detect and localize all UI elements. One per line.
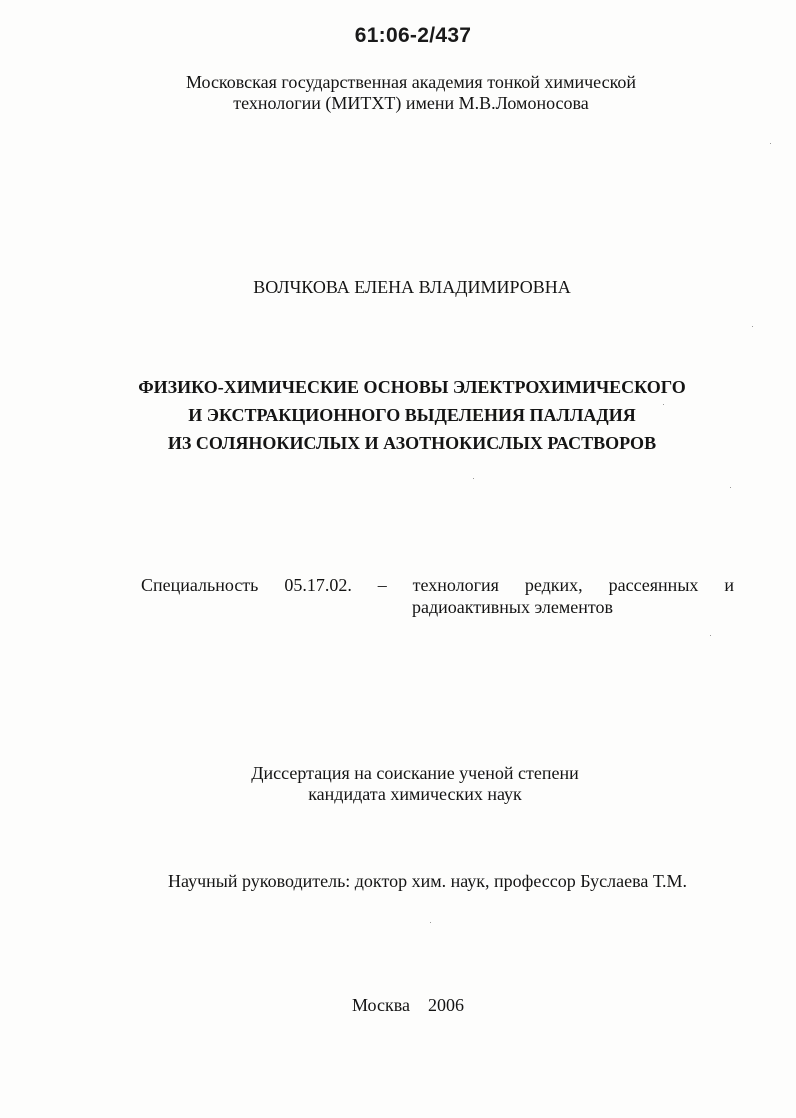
title-line-3: ИЗ СОЛЯНОКИСЛЫХ И АЗОТНОКИСЛЫХ РАСТВОРОВ (167, 433, 657, 453)
degree-statement (0, 763, 796, 805)
specialty-block (141, 574, 734, 618)
institution-name (0, 72, 796, 114)
city: Москва (352, 995, 410, 1015)
scan-speck (430, 922, 431, 923)
specialty-word: и (724, 575, 734, 595)
specialty-word: рассеянных (608, 575, 699, 595)
scan-speck (663, 404, 664, 405)
year: 2006 (428, 995, 464, 1015)
author-name-text: ВОЛЧКОВА ЕЛЕНА ВЛАДИМИРОВНА (253, 277, 571, 297)
archive-stamp-text: 61:06-2/437 (354, 24, 472, 47)
archive-stamp (0, 24, 796, 48)
dissertation-title (0, 373, 796, 457)
scientific-advisor: Научный руководитель: доктор хим. наук, профессор Буслаева Т.М. (168, 871, 688, 891)
specialty-line-1 (141, 574, 734, 596)
scan-speck (752, 326, 753, 327)
institution-line-2: технологии (МИТХТ) имени М.В.Ломоносова (233, 93, 589, 113)
scan-speck (770, 143, 771, 144)
author-name (0, 277, 796, 298)
scan-speck (710, 635, 711, 636)
title-line-1: ФИЗИКО-ХИМИЧЕСКИЕ ОСНОВЫ ЭЛЕКТРОХИМИЧЕСКОГО (138, 377, 686, 397)
specialty-word: технология (412, 575, 499, 595)
place-and-year (352, 995, 464, 1016)
scan-speck (473, 478, 474, 479)
specialty-line-2: радиоактивных элементов (412, 597, 614, 617)
institution-line-1: Московская государственная академия тонкой химической (185, 72, 637, 92)
specialty-word: редких, (524, 575, 583, 595)
specialty-dash: – (377, 575, 387, 595)
scan-speck (730, 487, 731, 488)
degree-line-1: Диссертация на соискание ученой степени (251, 763, 579, 783)
degree-line-2: кандидата химических наук (308, 784, 522, 804)
title-line-2: И ЭКСТРАКЦИОННОГО ВЫДЕЛЕНИЯ ПАЛЛАДИЯ (188, 405, 636, 425)
specialty-word: Специальность (141, 575, 259, 595)
specialty-code: 05.17.02. (284, 575, 352, 595)
